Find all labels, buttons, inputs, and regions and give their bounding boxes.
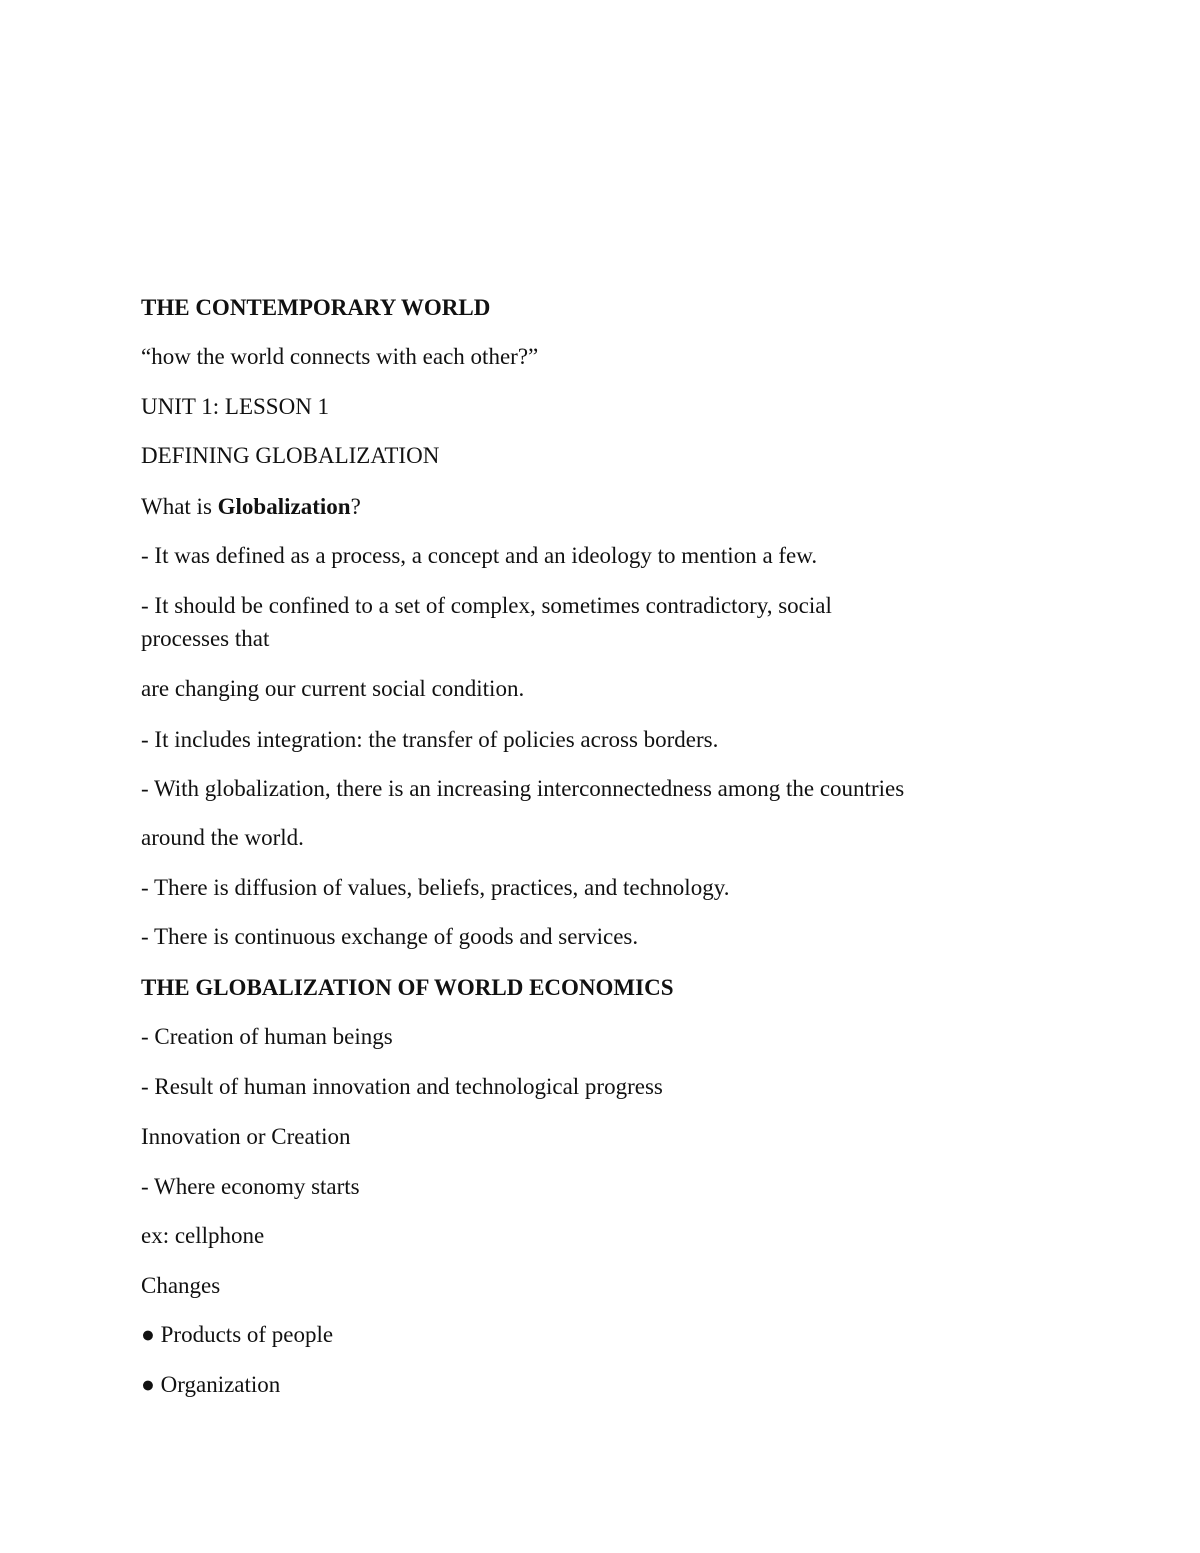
document-title: THE CONTEMPORARY WORLD — [141, 295, 491, 320]
bullet-point-continuation: are changing our current social condition. — [141, 676, 525, 701]
bullet-point: - There is continuous exchange of goods and services. — [141, 924, 639, 949]
unit-label: UNIT 1: LESSON 1 — [141, 394, 330, 419]
bullet-point: - It was defined as a process, a concept and an ideology to mention a few. — [141, 543, 818, 568]
section-heading: DEFINING GLOBALIZATION — [141, 443, 440, 468]
innovation-heading: Innovation or Creation — [141, 1124, 351, 1149]
bullet-point: - It should be confined to a set of complex, sometimes contradictory, social — [141, 593, 832, 618]
economics-point: - Creation of human beings — [141, 1024, 393, 1049]
question-line — [141, 491, 361, 523]
question-prefix: What is — [141, 494, 218, 519]
bullet-point: - With globalization, there is an increasing interconnectedness among the countries — [141, 776, 905, 801]
changes-list-item: ● Organization — [141, 1372, 281, 1397]
bullet-point: - There is diffusion of values, beliefs, practices, and technology. — [141, 875, 730, 900]
question-term: Globalization — [217, 494, 351, 519]
economics-heading: THE GLOBALIZATION OF WORLD ECONOMICS — [141, 975, 674, 1000]
question-suffix: ? — [350, 494, 361, 519]
changes-heading: Changes — [141, 1273, 221, 1298]
economics-point: - Result of human innovation and technological progress — [141, 1074, 663, 1099]
example-line: ex: cellphone — [141, 1223, 265, 1248]
document-subtitle: “how the world connects with each other?” — [141, 344, 539, 369]
bullet-point-continuation: processes that — [141, 626, 270, 651]
innovation-point: - Where economy starts — [141, 1174, 360, 1199]
bullet-point-continuation: around the world. — [141, 825, 304, 850]
changes-list-item: ● Products of people — [141, 1322, 334, 1347]
bullet-point: - It includes integration: the transfer of policies across borders. — [141, 727, 719, 752]
